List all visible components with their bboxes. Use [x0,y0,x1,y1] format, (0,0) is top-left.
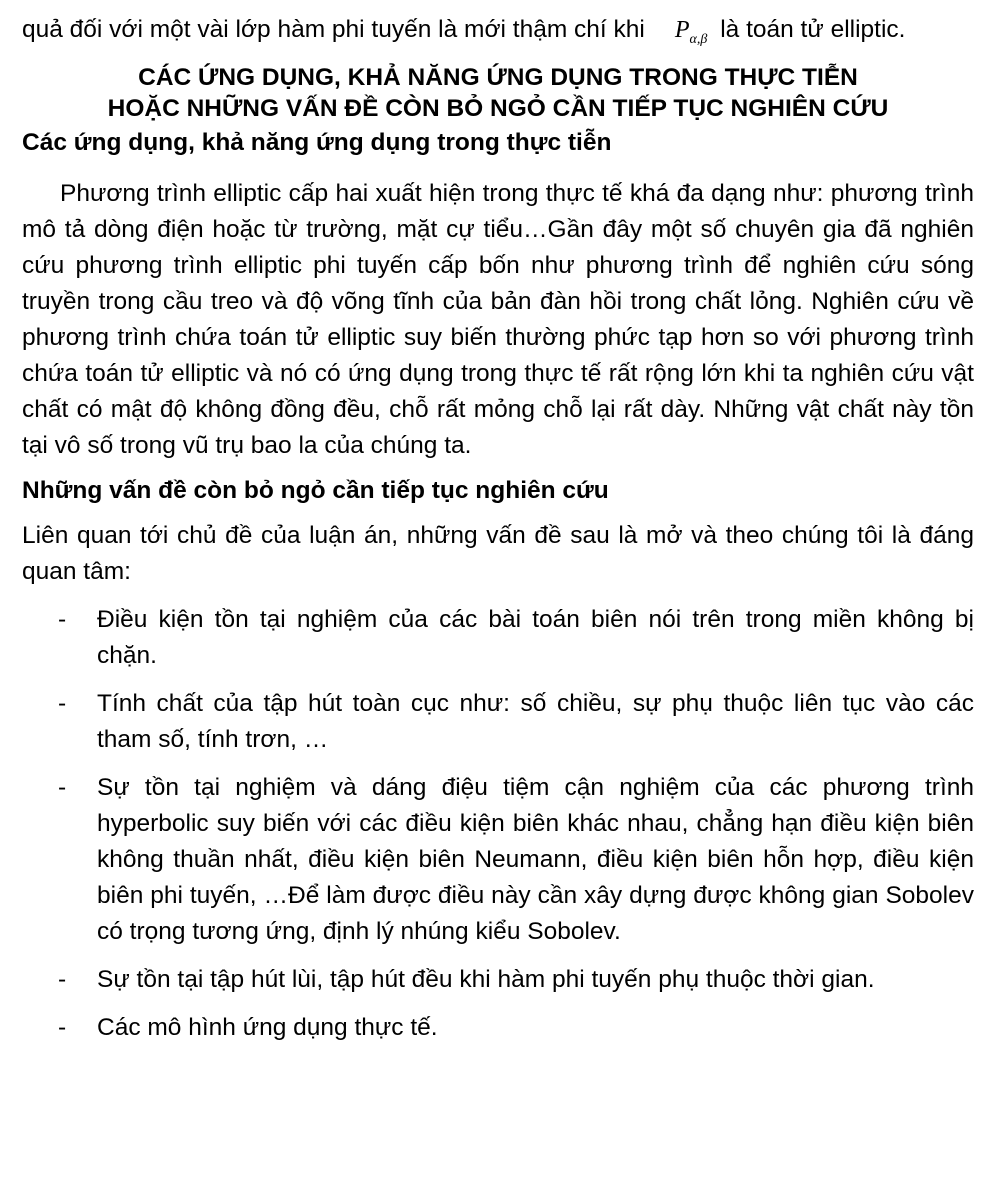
applications-paragraph: Phương trình elliptic cấp hai xuất hiện trong thực tế khá đa dạng như: phương trình mô tả dòng điện hoặc từ trường, mặt cự tiểu…Gần đây một số chuyên gia đã nghiên cứu phương trình elliptic phi tuyến cấp bốn như phương trình để nghiên cứu sóng truyền trong cầu treo và độ võng tĩnh của bản đàn hồi trong chất lỏng. Nghiên cứu về phương trình chứa toán tử elliptic suy biến thường phức tạp hơn so với phương trình chứa toán tử elliptic và nó có ứng dụng trong thực tế rất rộng lớn khi ta nghiên cứu vật chất có mật độ không đồng đều, chỗ rất mỏng chỗ lại rất dày. Những vật chất này tồn tại vô số trong vũ trụ bao la của chúng ta. [22,180,974,459]
open-problems-heading: Những vấn đề còn bỏ ngỏ cần tiếp tục nghiên cứu [22,477,609,504]
list-item-text: Sự tồn tại tập hút lùi, tập hút đều khi hàm phi tuyến phụ thuộc thời gian. [97,966,875,993]
section-title [22,62,974,124]
open-problems-intro: Liên quan tới chủ đề của luận án, những vấn đề sau là mở và theo chúng tôi là đáng quan tâm: [22,522,974,585]
list-item [22,1010,974,1046]
section-title-line-2: HOẶC NHỮNG VẤN ĐỀ CÒN BỎ NGỎ CẦN TIẾP TỤC NGHIÊN CỨU [107,95,889,122]
document-page [22,12,974,1046]
open-problems-list [22,602,974,1046]
list-item-text: Tính chất của tập hút toàn cục như: số chiều, sự phụ thuộc liên tục vào các tham số, tính trơn, … [97,690,974,753]
list-item [22,686,974,758]
bullet-dash: - [58,690,67,717]
math-operator-symbol: P [674,17,690,43]
applications-heading: Các ứng dụng, khả năng ứng dụng trong thực tiễn [22,129,612,156]
intro-text-after-math: là toán tử elliptic. [720,16,906,43]
list-item-text: Các mô hình ứng dụng thực tế. [97,1014,438,1041]
intro-text-before-math: quả đối với một vài lớp hàm phi tuyến là mới thậm chí khi [22,16,645,43]
list-item [22,770,974,950]
list-item-text: Sự tồn tại nghiệm và dáng điệu tiệm cận nghiệm của các phương trình hyperbolic suy biến với các điều kiện biên khác nhau, chẳng hạn điều kiện biên không thuần nhất, điều kiện biên Neumann, điều kiện biên hỗn hợp, điều kiện biên phi tuyến, …Để làm được điều này cần xây dựng được không gian Sobolev có trọng tương ứng, định lý nhúng kiểu Sobolev. [97,774,974,945]
intro-paragraph [22,12,974,48]
list-item [22,602,974,674]
bullet-dash: - [58,606,67,633]
list-item-text: Điều kiện tồn tại nghiệm của các bài toán biên nói trên trong miền không bị chặn. [97,606,974,669]
math-operator [645,17,714,47]
bullet-dash: - [58,966,67,993]
bullet-dash: - [58,1014,67,1041]
list-item [22,962,974,998]
bullet-dash: - [58,774,67,801]
math-operator-subscript: α,β [689,32,708,47]
section-title-line-1: CÁC ỨNG DỤNG, KHẢ NĂNG ỨNG DỤNG TRONG THỰC TIỄN [138,64,858,91]
